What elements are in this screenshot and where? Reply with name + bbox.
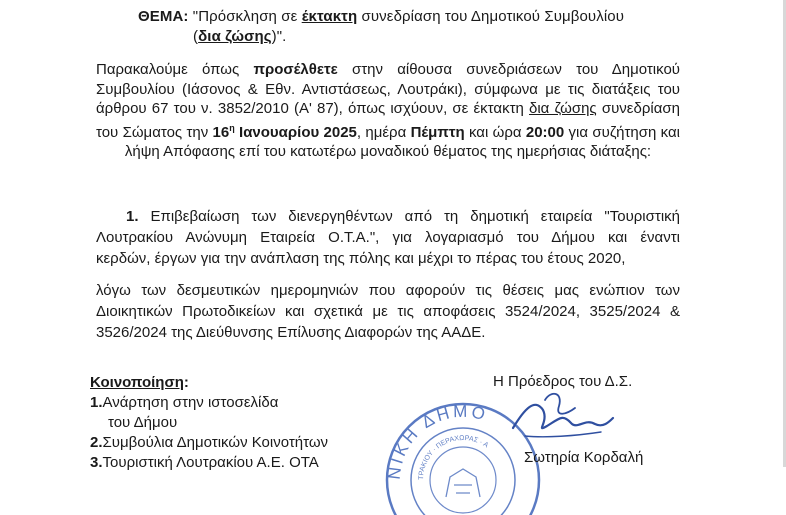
list-item: [90, 413, 380, 433]
notification-colon: :: [183, 374, 189, 391]
list-item: [90, 453, 380, 473]
subject-mode: δια ζώσης: [198, 28, 272, 45]
subject-heading: [138, 7, 738, 47]
reason-line: Διοικητικών Πρωτοδικείων και σχετικά με τις αποφάσεις 3524/2024, 3525/2024 &: [96, 303, 680, 320]
date-ordinal: η: [229, 122, 235, 133]
meeting-time: 20:00: [525, 123, 565, 141]
signer-role: Η Πρόεδρος του Δ.Σ.: [493, 373, 633, 390]
intro-text: και ώρα: [464, 123, 526, 141]
subject-rest: συνεδρίαση του Δημοτικού Συμβουλίου: [357, 8, 625, 25]
subject-emphasis: έκτακτη: [301, 8, 358, 25]
intro-text: στην αίθουσα συνεδριάσεων του Δημοτικού Συμβουλίου (Ιάσονος & Εθν. Αντιστάσεως, Λουτράκι), σύμφωνα με τις διατάξεις του άρθρου 67 του ν. 3852/2010 (Α' 87), όπως ισχύουν, σε έκτακτη: [96, 61, 681, 117]
list-number: 1.: [90, 394, 103, 411]
reason-paragraph: [96, 280, 680, 343]
list-text: Τουριστική Λουτρακίου Α.Ε. ΟΤΑ: [102, 454, 319, 471]
meeting-day: Πέμπτη: [410, 123, 465, 141]
notification-list: [90, 373, 380, 473]
subject-close: )".: [271, 28, 287, 45]
date-month-year: Ιανουαρίου 2025: [234, 123, 357, 141]
list-item: [90, 433, 380, 453]
subject-paren: (: [193, 28, 199, 45]
seal-emblem: [446, 469, 480, 497]
agenda-item: [96, 206, 680, 269]
handwritten-signature: [505, 378, 615, 448]
list-text: Ανάρτηση στην ιστοσελίδα: [102, 394, 279, 411]
seal-inner-text: ΤΡΑΚΙΟΥ · ΠΕΡΑΧΩΡΑΣ · Α: [417, 434, 490, 481]
agenda-line: κερδών, έργων για την ανάπλαση της πόλης και μέχρι το πέρας του έτους 2020,: [96, 250, 626, 267]
reason-line: 3526/2024 της Διεύθυνσης Επίλυσης Διαφορών της ΑΑΔΕ.: [96, 324, 486, 341]
signer-name: Σωτηρία Κορδαλή: [524, 449, 644, 466]
meeting-date: [213, 124, 357, 141]
intro-text: συνεδρίαση του Σώματος την: [96, 100, 680, 141]
invitation-paragraph: [96, 60, 680, 162]
intro-text: για συζήτηση και λήψη Απόφασης επί του κατωτέρω μοναδικού θέματος της ημερήσιας διάταξης:: [124, 123, 680, 160]
list-text: του Δήμου: [108, 414, 178, 431]
notification-title: Κοινοποίηση: [90, 374, 184, 391]
subject-label: ΘΕΜΑ:: [138, 8, 189, 25]
agenda-number: 1.: [126, 208, 139, 225]
list-number: 3.: [90, 454, 103, 471]
subject-text: "Πρόσκληση σε: [188, 8, 302, 25]
agenda-line: Λουτρακίου Ανώνυμη Εταιρεία Ο.Τ.Α.", για λογαριασμό του Δήμου και έναντι: [96, 229, 680, 246]
date-day: 16: [212, 123, 230, 141]
intro-text: Παρακαλούμε όπως: [96, 61, 254, 78]
list-text: Συμβούλια Δημοτικών Κοινοτήτων: [102, 434, 329, 451]
list-number: 2.: [90, 434, 103, 451]
intro-text: , ημέρα: [356, 123, 411, 141]
reason-line: λόγω των δεσμευτικών ημερομηνιών που αφορούν τις θέσεις μας ενώπιον των: [96, 282, 680, 299]
agenda-line: Επιβεβαίωση των διενεργηθέντων από τη δημοτική εταιρεία "Τουριστική: [138, 208, 680, 225]
seal-outer-text: ΝΙΚΗ ΔΗΜΟ: [384, 401, 490, 481]
intro-mode: δια ζώσης: [529, 100, 597, 117]
list-item: [90, 393, 380, 413]
intro-attend: προσέλθετε: [253, 61, 338, 78]
